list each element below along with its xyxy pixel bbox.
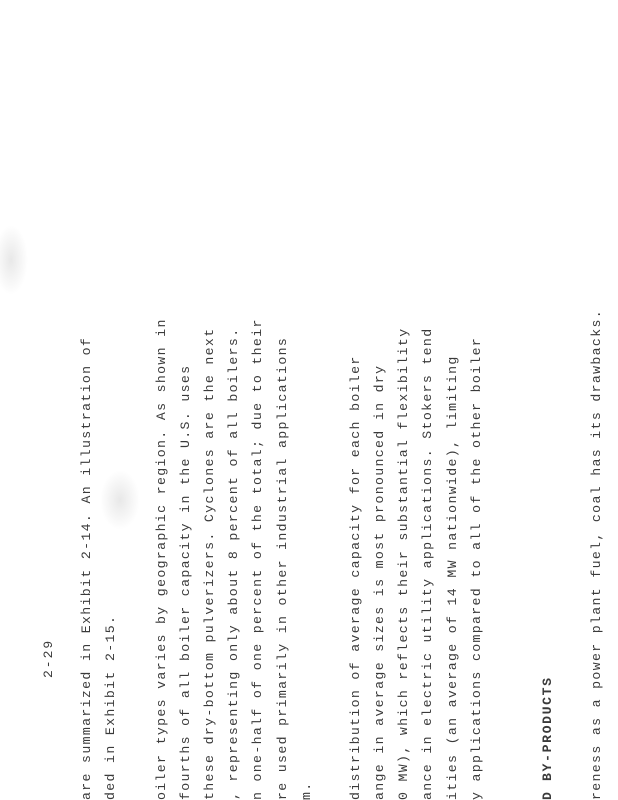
scan-smudge — [100, 470, 140, 530]
paragraph-3-line-2: ange in average sizes is most pronounced in dry — [372, 364, 387, 800]
scan-smudge — [0, 225, 28, 295]
paragraph-2-line-2: fourths of all boiler capacity in the U.S. uses — [178, 364, 193, 800]
paragraph-3-line-1: distribution of average capacity for each boiler — [348, 355, 363, 800]
paragraph-3-line-6: y applications compared to all of the other boiler — [469, 336, 484, 800]
paragraph-2-line-5: n one-half of one percent of the total; due to their — [250, 318, 265, 800]
paragraph-2-line-7: m. — [299, 781, 314, 800]
paragraph-1-line-2: ded in Exhibit 2-15. — [103, 614, 118, 800]
paragraph-2-line-3: these dry-bottom pulverizers. Cyclones are the next — [202, 327, 217, 800]
paragraph-3-line-4: ance in electric utility applications. Stokers tend — [420, 327, 435, 800]
paragraph-2-line-6: re used primarily in other industrial applications — [275, 336, 290, 800]
paragraph-2-line-4: , representing only about 8 percent of all boilers. — [226, 327, 241, 800]
paragraph-3-line-5: ities (an average of 14 MW nationwide), limiting — [445, 355, 460, 800]
paragraph-4-line-1: reness as a power plant fuel, coal has its drawbacks. — [589, 309, 604, 800]
page-number: 2-29 — [41, 638, 56, 678]
paragraph-3-line-3: 0 MW), which reflects their substantial flexibility — [396, 327, 411, 800]
paragraph-2-line-1: oiler types varies by geographic region. As shown in — [154, 318, 169, 800]
section-heading: D BY-PRODUCTS — [540, 676, 555, 800]
paragraph-1-line-1: are summarized in Exhibit 2-14. An illustration of — [79, 336, 94, 800]
